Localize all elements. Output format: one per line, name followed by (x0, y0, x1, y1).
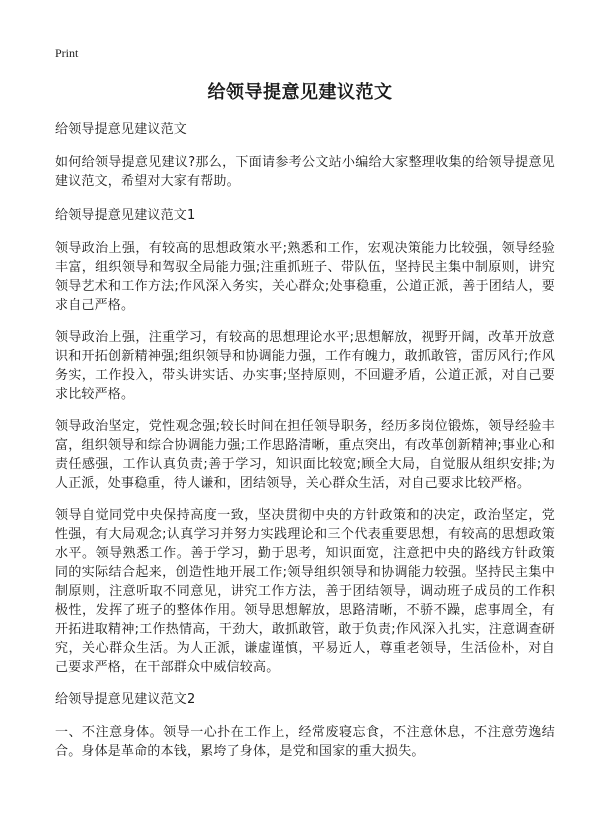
section1-paragraph-3: 领导政治坚定，党性观念强;较长时间在担任领导职务，经历多岗位锻炼，领导经验丰富，组织领导和综合协调能力强;工作思路清晰，重点突出，有改革创新精神;事业心和责任感强，工作认真负责;善于学习，知识面比较宽;顾全大局，自觉服从组织安排;为人正派，处事稳重，待人谦和，团结领导，关心群众生活，对自己要求比较严格。 (55, 419, 555, 491)
print-link[interactable]: Print (55, 46, 79, 60)
page-title: 给领导提意见建议范文 (207, 82, 393, 103)
article-body (55, 120, 555, 774)
section2-paragraph-1: 一、不注意身体。领导一心扑在工作上，经常废寝忘食，不注意休息，不注意劳逸结合。身体是革命的本钱，累垮了身体，是党和国家的重大损失。 (55, 725, 555, 759)
section1-paragraph-2: 领导政治上强，注重学习，有较高的思想理论水平;思想解放，视野开阔，改革开放意识和开拓创新精神强;组织领导和协调能力强，工作有魄力，敢抓敢管，雷厉风行;作风务实，工作投入，带头讲实话、办实事;坚持原则，不回避矛盾，公道正派，对自己要求比较严格。 (55, 330, 555, 402)
section-heading-1: 给领导提意见建议范文1 (55, 208, 196, 223)
section-heading-2: 给领导提意见建议范文2 (55, 692, 196, 707)
intro-paragraph: 如何给领导提意见建议?那么，下面请参考公文站小编给大家整理收集的给领导提意见建议范文，希望对大家有帮助。 (55, 155, 555, 189)
section1-paragraph-1: 领导政治上强，有较高的思想政策水平;熟悉和工作，宏观决策能力比较强，领导经验丰富，组织领导和驾驭全局能力强;注重抓班子、带队伍，坚持民主集中制原则，讲究领导艺术和工作方法;作风深入务实，关心群众;处事稳重，公道正派，善于团结人，要求自己严格。 (55, 241, 555, 313)
subtitle: 给领导提意见建议范文 (55, 122, 188, 137)
section1-paragraph-4: 领导自觉同党中央保持高度一致，坚决贯彻中央的方针政策和的决定，政治坚定，党性强，有大局观念;认真学习并努力实践理论和三个代表重要思想，有较高的思想政策水平。领导熟悉工作。善于学习，勤于思考，知识面宽，注意把中央的路线方针政策同的实际结合起来，创造性地开展工作;领导组织领导和协调能力较强。坚持民主集中制原则，注意听取不同意见，讲究工作方法，善于团结领导，调动班子成员的工作积极性，发挥了班子的整体作用。领导思想解放，思路清晰，不骄不躁，虑事周全，有开拓进取精神;工作热情高，干劲大，敢抓敢管，敢于负责;作风深入扎实，注意调查研究，关心群众生活。为人正派，谦虚谨慎，平易近人，尊重老领导，生活俭朴，对自己要求严格，在干部群众中威信较高。 (55, 508, 555, 675)
